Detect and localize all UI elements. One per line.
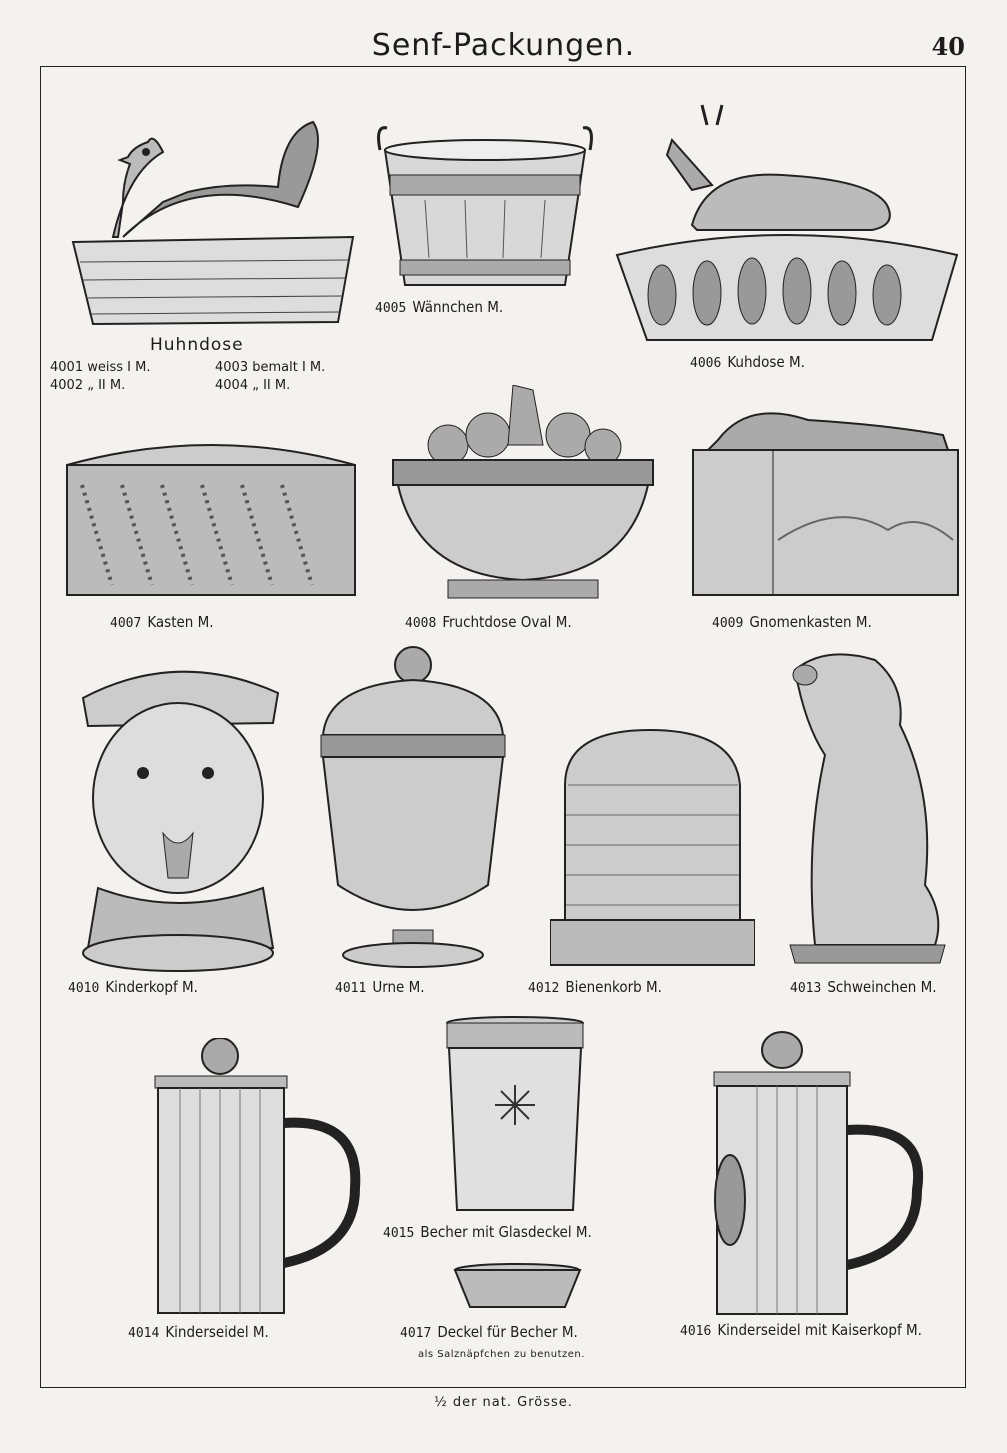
caption-4008 [405, 615, 572, 630]
huhndose-num: 4002 [50, 378, 84, 393]
item-number: 4009 [712, 616, 744, 631]
page-number: 40 [931, 32, 965, 61]
huhndose-num: 4004 [215, 378, 249, 393]
kaiser-tankard-illustration [712, 1030, 932, 1320]
gnome-box-illustration [688, 390, 963, 605]
child-head-illustration [78, 648, 283, 973]
item-number: 4017 [400, 1326, 432, 1341]
huhndose-row [50, 360, 150, 375]
box-illustration [62, 425, 360, 610]
tub-illustration [375, 120, 595, 290]
item-number: 4010 [68, 981, 100, 996]
item-name: Kinderseidel M. [165, 1323, 269, 1341]
item-name: Urne M. [372, 978, 425, 996]
caption-4013 [790, 980, 937, 995]
huhndose-text: „ II M. [87, 378, 126, 393]
item-name: Fruchtdose Oval M. [442, 613, 572, 631]
caption-4006 [690, 355, 805, 370]
huhndose-row [50, 378, 125, 393]
item-number: 4006 [690, 356, 722, 371]
item-number: 4016 [680, 1324, 712, 1339]
cow-dish-illustration [612, 95, 962, 345]
caption-4005 [375, 300, 503, 315]
item-name: Kinderseidel mit Kaiserkopf M. [717, 1321, 922, 1339]
item-name: Gnomenkasten M. [749, 613, 872, 631]
huhndose-row [215, 360, 325, 375]
fruit-bowl-illustration [388, 385, 658, 605]
pig-illustration [785, 645, 950, 965]
tankard-illustration [150, 1038, 365, 1318]
beehive-illustration [550, 725, 755, 970]
item-name: Kasten M. [147, 613, 214, 631]
note-4017: als Salznäpfchen zu benutzen. [418, 1349, 585, 1360]
caption-4011 [335, 980, 425, 995]
item-number: 4007 [110, 616, 142, 631]
item-number: 4015 [383, 1226, 415, 1241]
scale-footer: ½ der nat. Grösse. [434, 1395, 573, 1410]
caption-4017 [400, 1325, 578, 1340]
huhndose-num: 4001 [50, 360, 84, 375]
hen-dish-illustration [68, 112, 358, 327]
item-name: Schweinchen M. [827, 978, 937, 996]
caption-4009 [712, 615, 872, 630]
caption-4016 [680, 1323, 922, 1338]
item-name: Becher mit Glasdeckel M. [420, 1223, 592, 1241]
huhndose-text: bemalt I M. [252, 360, 326, 375]
beaker-illustration [445, 1015, 585, 1215]
item-name: Kinderkopf M. [105, 978, 198, 996]
page-title: Senf-Packungen. [371, 28, 636, 63]
item-name: Wännchen M. [412, 298, 504, 316]
huhndose-text: weiss I M. [87, 360, 151, 375]
caption-4007 [110, 615, 214, 630]
item-number: 4012 [528, 981, 560, 996]
caption-4014 [128, 1325, 269, 1340]
huhndose-title: Huhndose [150, 335, 244, 355]
item-number: 4013 [790, 981, 822, 996]
caption-4010 [68, 980, 198, 995]
item-name: Deckel für Becher M. [437, 1323, 578, 1341]
caption-4012 [528, 980, 662, 995]
item-number: 4014 [128, 1326, 160, 1341]
item-name: Kuhdose M. [727, 353, 805, 371]
item-name: Bienenkorb M. [565, 978, 662, 996]
huhndose-num: 4003 [215, 360, 249, 375]
item-number: 4005 [375, 301, 407, 316]
item-number: 4008 [405, 616, 437, 631]
item-number: 4011 [335, 981, 367, 996]
huhndose-row [215, 378, 290, 393]
huhndose-text: „ II M. [252, 378, 291, 393]
urn-illustration [318, 645, 508, 970]
lid-illustration [450, 1262, 585, 1312]
caption-4015 [383, 1225, 592, 1240]
